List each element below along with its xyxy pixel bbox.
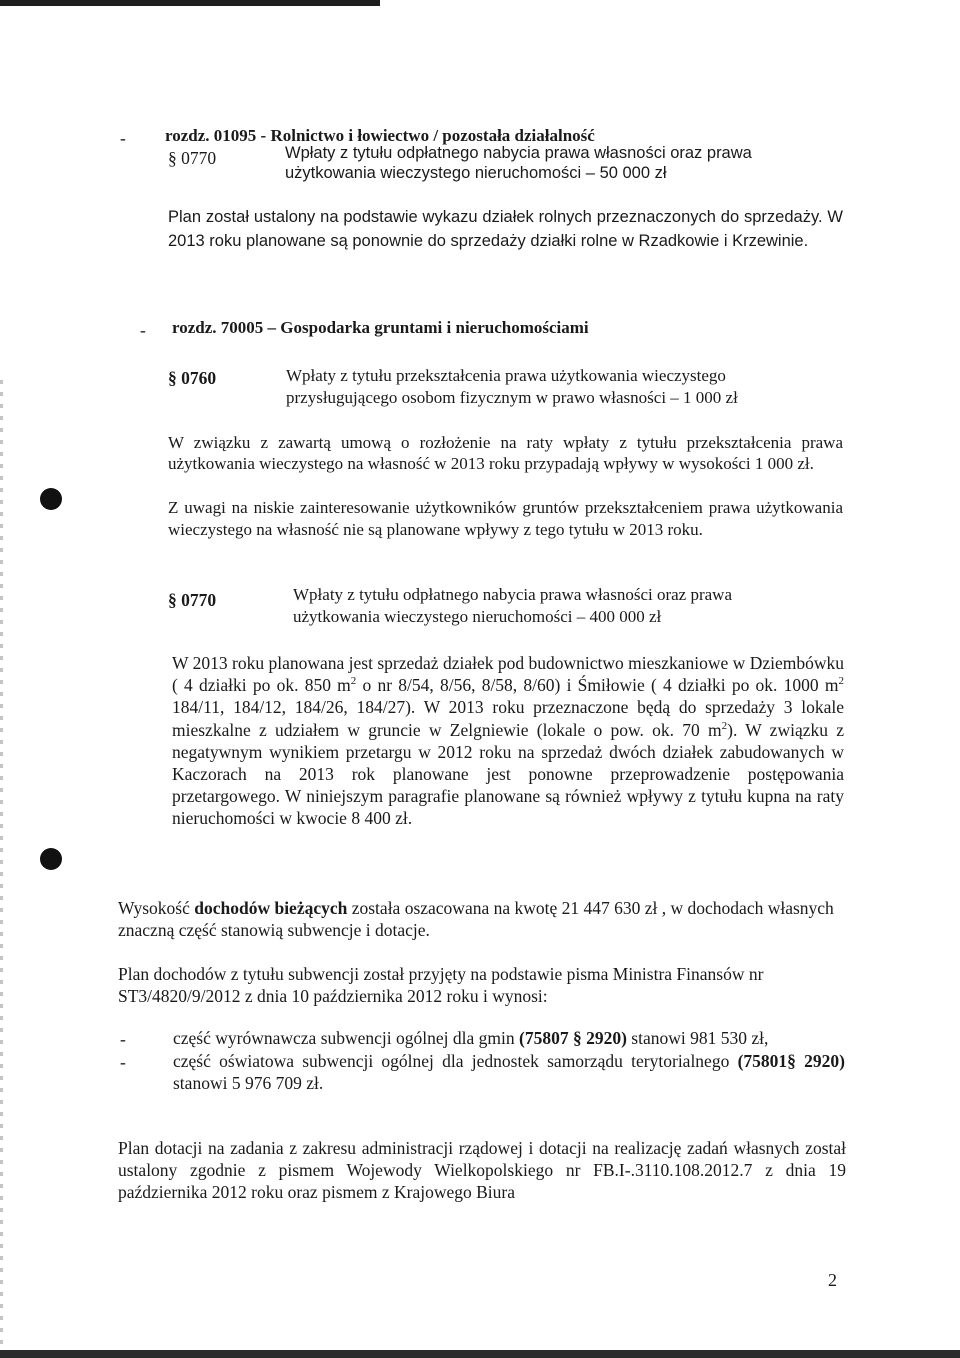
section-01095-para-line2: użytkowania wieczystego nieruchomości – 50 000 zł [285, 164, 667, 182]
section-01095-para-line1: Wpłaty z tytułu odpłatnego nabycia prawa własności oraz prawa [285, 144, 752, 162]
scan-edge-top [0, 0, 380, 6]
p0760-code: § 0760 [168, 368, 217, 388]
section-01095-plan-text: Plan został ustalony na podstawie wykazu działek rolnych przeznaczonych do sprzedaży. W 2013 roku planowane są ponownie do sprzedaży działki rolne w Rzadkowie i Krzewinie. [168, 208, 843, 250]
subsidy-plan-paragraph: Plan dochodów z tytułu subwencji został przyjęty na podstawie pisma Ministra Finansów nr ST3/4820/9/2012 z dnia 10 października 2012 roku i wynosi: [118, 964, 764, 1006]
p0770-line2: użytkowania wieczystego nieruchomości – 400 000 zł [293, 607, 662, 626]
section-70005-heading: rozdz. 70005 – Gospodarka gruntami i nieruchomościami [172, 318, 589, 337]
subsidy-item-2: część oświatowa subwencji ogólnej dla jednostek samorządu terytorialnego (75801§ 2920) stanowi 5 976 709 zł. [173, 1051, 845, 1093]
p0760-line2: przysługującego osobom fizycznym w prawo własności – 1 000 zł [286, 388, 738, 407]
punch-hole-top [40, 488, 62, 510]
section-01095-heading: rozdz. 01095 - Rolnictwo i łowiectwo / pozostała działalność [165, 126, 595, 145]
punch-hole-bottom [40, 848, 62, 870]
current-income-paragraph: Wysokość dochodów bieżących została oszacowana na kwotę 21 447 630 zł , w dochodach własnych znaczną część stanowią subwencje i dotacje. [118, 898, 834, 940]
p0760-text-2: Z uwagi na niskie zainteresowanie użytkowników gruntów przekształceniem prawa użytkowania wieczystego na własność nie są planowane wpływy z tego tytułu w 2013 roku. [168, 498, 843, 539]
section-70005-dash: - [140, 320, 146, 340]
subsidy-item-1-dash: - [120, 1029, 126, 1049]
p0760-line1: Wpłaty z tytułu przekształcenia prawa użytkowania wieczystego [286, 366, 726, 385]
grants-plan-paragraph: Plan dotacji na zadania z zakresu administracji rządowej i dotacji na realizację zadań własnych został ustalony zgodnie z pismem Wojewody Wielkopolskiego nr FB.I-.3110.108.2012.7 z dnia 19 października 2012 roku oraz pismem z Krajowego Biura [118, 1138, 846, 1202]
p0760-text-1: W związku z zawartą umową o rozłożenie na raty wpłaty z tytułu przekształcenia prawa użytkowania wieczystego na własność w 2013 roku przypadają wpływy w wysokości 1 000 zł. [168, 433, 843, 473]
p0770-line1: Wpłaty z tytułu odpłatnego nabycia prawa własności oraz prawa [293, 585, 733, 604]
scan-edge-bottom [0, 1350, 960, 1358]
page-number: 2 [828, 1270, 837, 1290]
p0770-explanation: W 2013 roku planowana jest sprzedaż działek pod budownictwo mieszkaniowe w Dziembówku ( 4 działki po ok. 850 $m^2$ o nr 8/54, 8/56, 8/58, 8/60) i Śmiłowie ( 4 działki po ok. 1000 $m^2$ 184/11, 184/12, 184/26, 184/27). W 2013 roku przeznaczone będą do sprzedaży 3 lokale mieszkalne z udziałem w gruncie w Zelgniewie (lokale o pow. ok. 70 $m^2$). W związku z negatywnym wynikiem przetargu w 2012 roku na sprzedaż dwóch działek zabudowanych w Kaczorach na 2013 rok planowane jest ponowne przeprowadzenie postępowania przetargowego. W niniejszym paragrafie planowane są również wpływy z tytułu kupna na raty nieruchomości w kwocie 8 400 zł. [172, 653, 844, 829]
p0770-code: § 0770 [168, 590, 217, 610]
subsidy-item-2-dash: - [120, 1052, 126, 1072]
section-01095-dash: - [120, 128, 126, 148]
subsidy-item-1: część wyrównawcza subwencji ogólnej dla gmin (75807 § 2920) stanowi 981 530 zł, [173, 1028, 769, 1048]
section-01095-para-code: § 0770 [168, 148, 217, 168]
scan-edge-left [0, 380, 3, 1350]
